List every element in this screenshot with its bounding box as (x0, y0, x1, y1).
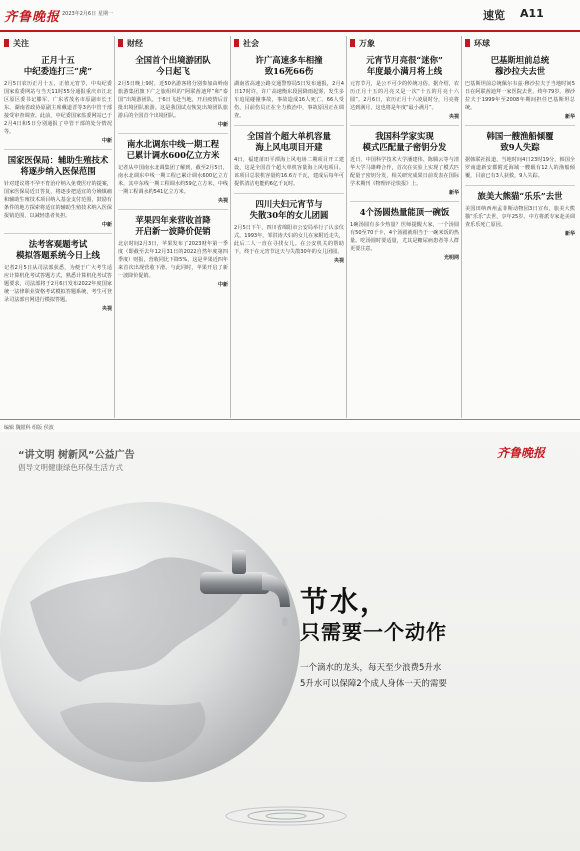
kicker-bar (350, 39, 355, 47)
column-rule (346, 36, 347, 418)
article-body: 2月5日农历正月十五，正值元宵节，中央纪委国家监委网站与当天11时55分通报重庆市江北区原区委书记滕军、广东省茂名市原副市长王东、湖南省政协原副主席戴道晋等3名中管干部接受审查调查。此前，中纪委国家监委网站已于2月4日和5日分别通报了中管干部的处分情况等。 (4, 81, 112, 135)
news-column (118, 36, 228, 418)
column-rule (461, 36, 462, 418)
section-name: 速览 (483, 9, 505, 22)
article-body: 湖南省高速公路交通警察局5日发布通报，2月4日17时许，许广高速衡东段因降雨起雾，发生多车追尾碰撞事故，事故造成16人死亡、66人受伤，目前伤员正在全力救治中，事故原因正在调查。 (234, 81, 344, 119)
article-byline: 央视 (333, 258, 344, 264)
water-ripple (266, 813, 306, 819)
article-byline: 中新 (101, 138, 112, 144)
faucet-handle (232, 550, 246, 574)
article-headline[interactable]: 苹果四年来营收首降 开启新一波降价促销 (135, 215, 211, 236)
article-divider (118, 133, 228, 134)
article-byline: 中新 (101, 222, 112, 228)
ad-campaign: “讲文明 树新风”公益广告 (18, 450, 135, 461)
column-rule (114, 36, 115, 418)
article-byline: 中新 (217, 122, 228, 128)
column-kicker (4, 38, 112, 49)
article-headline[interactable]: 韩国一艘渔船倾覆 致9人失踪 (486, 131, 554, 152)
article-body: 元宵节月，是公不可少的传统习俗。据介绍，农历正月十五的月亮又是一次“十五的月亮十六圆”。2月6日，农历正月十六凌晨时分，月亮将达到满月，这也将是年度“最小满月”。 (350, 81, 459, 111)
column-kicker (350, 38, 459, 49)
column-kicker (118, 38, 228, 49)
article-byline: 中新 (217, 282, 228, 288)
article-headline[interactable]: 正月十五 中纪委连打三“虎” (23, 55, 93, 76)
header-rule (0, 30, 580, 32)
article-body: 针对建议将不孕不育治疗纳入免费医疗的提案，国家医保局近日答复，将逐步把适宜的分娩镇痛和辅助生殖技术项目纳入基金支付范围，鼓励有条件的地方探索将适宜的辅助生殖技术纳入医保报销范围，以减轻患者负担。 (4, 181, 112, 219)
article-divider (234, 193, 344, 194)
ad-logo: 齐鲁晚报 (497, 446, 546, 460)
article-body: 4日，福建莆田平潭海上风电场二期项目开工建设，这是全国首个超大单机容量海上风电项目。该项目总装机容量约16.6万千瓦，建成后每年可提供清洁电能约6亿千瓦时。 (234, 157, 344, 187)
news-column (465, 36, 575, 418)
article-headline[interactable]: 旅美大熊猫“乐乐”去世 (477, 191, 563, 201)
article-byline: 新华 (564, 231, 575, 237)
article-body: 北京时间2月3日，苹果发布了2023财年第一季度（即截至去年12月31日的2022自然年度第四季度）财报，营收同比下降5%，这是苹果近四年来首次出现营收下滑。与此同时，苹果开启了新一波降价促销。 (118, 241, 228, 279)
article-body: 巴基斯坦前总统佩尔韦兹·穆沙拉夫于当地时间5日在阿联酋迪拜一家医院去世，终年79岁。穆沙拉夫于1999年至2008年期间担任巴基斯坦总统。 (465, 81, 575, 111)
article-headline[interactable]: 全国首个超大单机容量 海上风电项目开建 (247, 131, 331, 152)
water-drop-icon (282, 617, 288, 627)
kicker-label: 财经 (127, 39, 143, 48)
article-byline: 新华 (564, 114, 575, 120)
kicker-bar (4, 39, 9, 47)
article-divider (234, 125, 344, 126)
ad-copy-line2: 5升水可以保障2个成人身体一天的需要 (300, 679, 447, 689)
column-kicker (465, 38, 575, 49)
ad-copy-line1: 一个滴水的龙头，每天至少浪费5升水 (300, 663, 442, 673)
kicker-bar (465, 39, 470, 47)
article-body: 2月5日晚上9时，近50名游客将分别参加由岭南旅游集团旗下广之旅组织的“阿联酋迪拜”和“泰国”出境游团队，于6日飞赴当地，开启疫情后首批出境团队旅游。这是我国试点恢复出境团队旅游后的全国首个出境团队。 (118, 81, 228, 119)
water-ripple (248, 810, 324, 822)
editor-rule (0, 419, 580, 420)
article-headline[interactable]: 元宵节月亮很“迷你” 年度最小满月将上线 (366, 55, 443, 76)
public-service-ad (0, 432, 580, 851)
article-body: 美国田纳西州孟菲斯动物园3日宣布，旅美大熊猫“乐乐”去世，享年25岁。中方将派专家赴美调查乐乐死亡原因。 (465, 206, 575, 228)
ad-subtitle: 倡导文明健康绿色环保生活方式 (18, 463, 123, 472)
news-column (4, 36, 112, 418)
news-column (234, 36, 344, 418)
article-headline[interactable]: 国家医保局：辅助生殖技术 将逐步纳入医保范围 (7, 155, 109, 176)
article-headline[interactable]: 全国首个出境游团队 今日起飞 (135, 55, 211, 76)
page-number: A11 (520, 7, 544, 20)
article-body: 近日，中国科学技术大学潘建伟、陈腾云等与清华大学马雄峰合作，首次在实验上实现了模式匹配量子密钥分发，相关研究成果日前发表在国际学术期刊《物理评论快报》上。 (350, 157, 459, 187)
column-kicker (234, 38, 344, 49)
article-divider (350, 201, 459, 202)
ad-illustration (0, 432, 580, 851)
article-headline[interactable]: 许广高速多车相撞 致16死66伤 (255, 55, 323, 76)
article-headline[interactable]: 南水北调东中线一期工程 已累计调水600亿立方米 (126, 139, 220, 160)
issue-weekday: 星期一 (98, 11, 114, 17)
article-headline[interactable]: 巴基斯坦前总统 穆沙拉夫去世 (490, 55, 550, 76)
article-byline: 央视 (448, 114, 459, 120)
article-headline[interactable]: 我国科学家实现 模式匹配量子密钥分发 (362, 131, 447, 152)
article-divider (118, 209, 228, 210)
column-rule (230, 36, 231, 418)
article-headline[interactable]: 法考客观题考试 模拟答题系统今日上线 (16, 239, 100, 260)
ad-title-line1: 节水， (300, 585, 391, 618)
faucet-body (200, 572, 270, 594)
newspaper-logo: 齐鲁晚报 (4, 10, 61, 25)
ad-title-line2: 只需要一个动作 (300, 620, 447, 644)
news-column (350, 36, 459, 418)
kicker-label: 环球 (474, 39, 490, 48)
kicker-label: 社会 (243, 39, 259, 48)
article-divider (4, 149, 112, 150)
article-body: 1碗汤圆有多少热量？医师提醒大家，一个汤圆有50至70千卡，4个汤圆就相当于一碗米饭的热量。吃汤圆时要适量，尤其是糖尿病患者等人群更要注意。 (350, 222, 459, 252)
kicker-label: 万象 (359, 39, 375, 48)
article-body: 2月5日下午，四川省绵阳市公安局举行了认亲仪式。1993年，邹洪涛夫妇的女儿在家附近走失，此后二人一直在寻找女儿。在公安机关的帮助下，终于在元宵节这天与失散30年的女儿团圆。 (234, 225, 344, 255)
article-byline: 央视 (101, 306, 112, 312)
kicker-label: 关注 (13, 39, 29, 48)
article-divider (4, 233, 112, 234)
article-headline[interactable]: 四川夫妇元宵节与 失散30年的女儿团圆 (249, 199, 329, 220)
editor-credits: 编辑 魏银科 组版 侯波 (4, 425, 54, 431)
article-divider (465, 125, 575, 126)
masthead (0, 0, 580, 30)
kicker-bar (118, 39, 123, 47)
article-byline: 光明网 (443, 255, 459, 261)
article-body: 记者2月5日从司法部获悉，为便于广大考生适应计算机化考试答题方式，熟悉计算机化考试答题要求，司法部将于2月6日发布2022年度国家统一法律职业资格考试模拟答题系统，考生可登录司法部官网进行模拟答题。 (4, 265, 112, 303)
article-body: 记者从中国南水北调集团了解到，截至2月5日，南水北调东中线一期工程已累计调水600亿立方米，其中东线一期工程调水约59亿立方米，中线一期工程调水约541亿立方米。 (118, 165, 228, 195)
article-byline: 央视 (217, 198, 228, 204)
article-byline: 新华 (448, 190, 459, 196)
article-divider (350, 125, 459, 126)
kicker-bar (234, 39, 239, 47)
article-body: 据韩联社报道，当地时间4日23时19分，韩国全罗南道新安郡附近海域一艘载有12人的渔船倾覆，目前已有3人获救，9人失踪。 (465, 157, 575, 179)
issue-date: 2023年2月6日 (62, 11, 97, 17)
article-divider (465, 185, 575, 186)
article-headline[interactable]: 4个汤圆热量能顶一碗饭 (359, 207, 450, 217)
